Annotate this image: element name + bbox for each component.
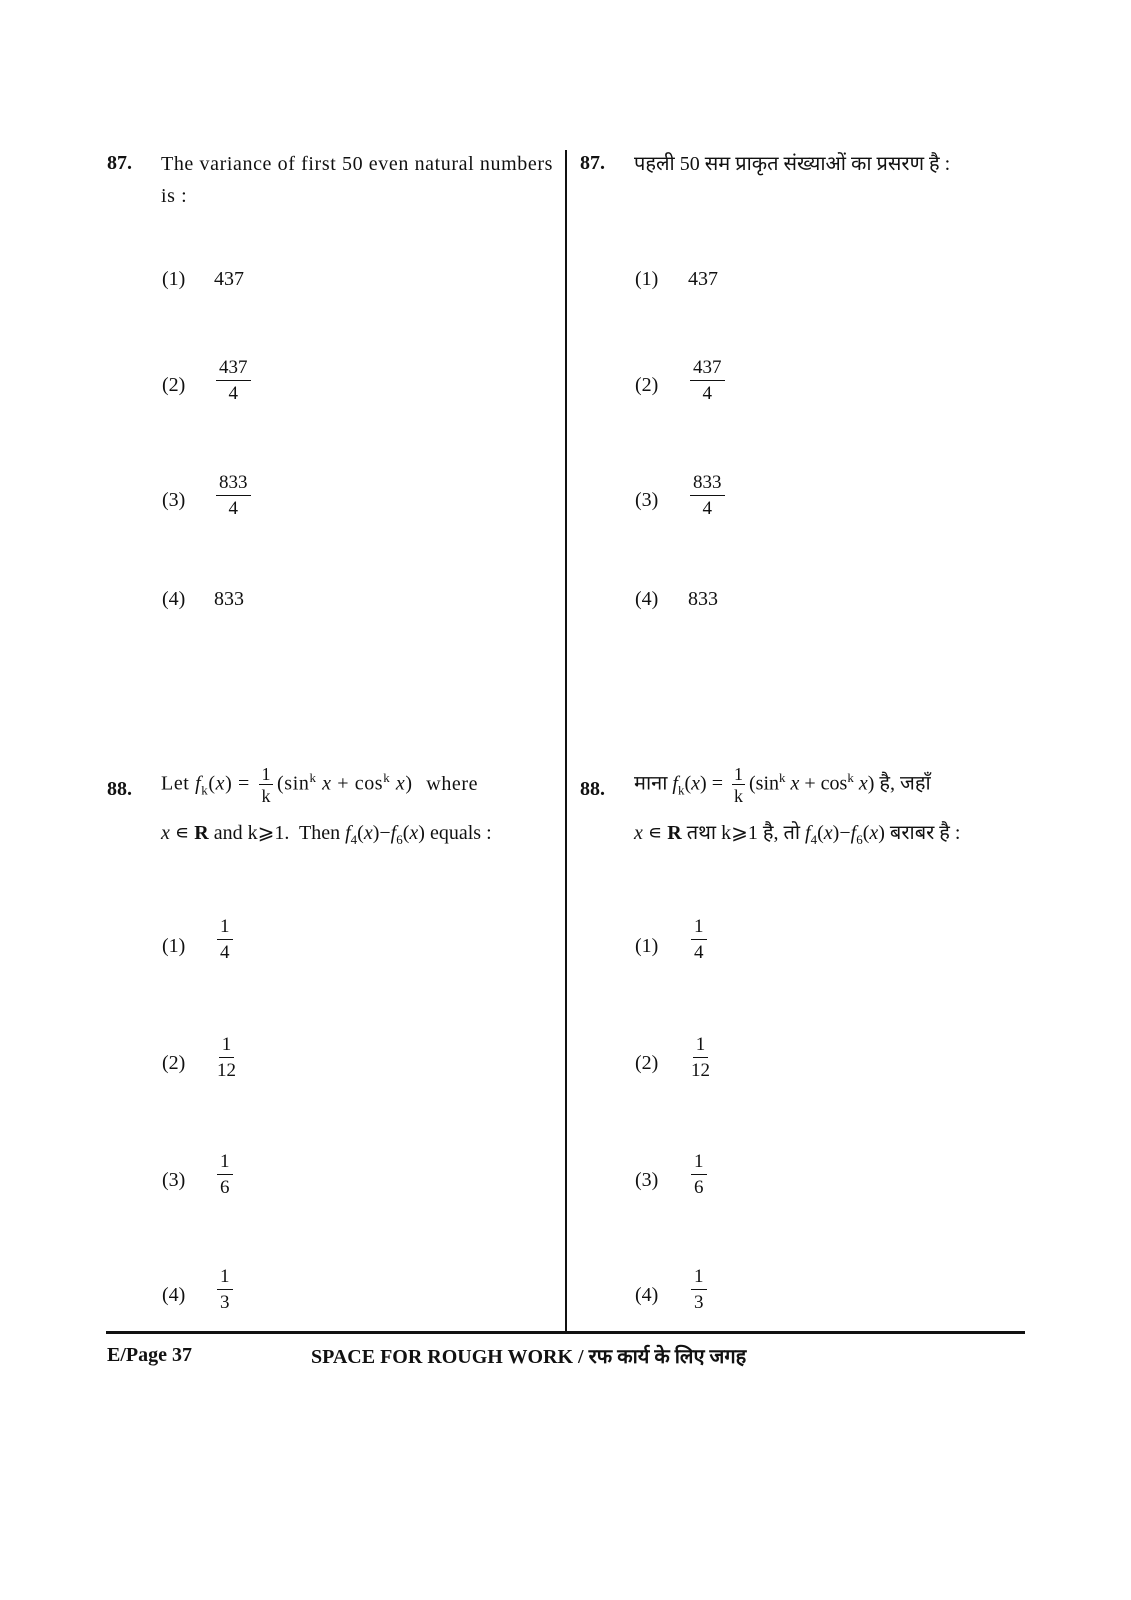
q88-en-option-4-fraction xyxy=(217,1267,233,1313)
q88-en-option-2-label: (2) xyxy=(162,1052,186,1074)
rough-work-label: SPACE FOR ROUGH WORK / रफ कार्य के लिए जगह xyxy=(311,1346,747,1368)
denominator: 3 xyxy=(220,1292,230,1313)
q87-en-option-1-value: 437 xyxy=(214,268,244,290)
q87-question-hi: पहली 50 सम प्राकृत संख्याओं का प्रसरण है : xyxy=(634,153,951,175)
denominator: 6 xyxy=(220,1177,230,1198)
q87-hi-option-3-label: (3) xyxy=(635,489,659,511)
q87-en-option-3-fraction xyxy=(216,473,251,519)
numerator: 437 xyxy=(690,358,725,381)
then-word: Then xyxy=(299,822,341,844)
mana-word: माना xyxy=(634,772,668,795)
footer-rule xyxy=(106,1331,1025,1334)
q87-number-hi: 87. xyxy=(580,152,605,174)
denominator: 6 xyxy=(694,1177,704,1198)
q88-en-option-4-label: (4) xyxy=(162,1284,186,1306)
q87-en-option-4-value: 833 xyxy=(214,588,244,610)
q88-hi-option-4-label: (4) xyxy=(635,1284,659,1306)
equals-text: equals : xyxy=(429,822,492,844)
denominator: 12 xyxy=(691,1060,710,1081)
q88-hi-option-2-fraction xyxy=(691,1035,710,1081)
q88-hi-option-4-fraction xyxy=(691,1267,707,1313)
q88-number-hi: 88. xyxy=(580,778,605,800)
q88-question-hi-line2: x ∊ R तथा k⩾1 है, तो $f_4(x)-f_6(x)$ बराबर है : xyxy=(634,822,961,847)
q88-en-option-2-fraction xyxy=(217,1035,236,1081)
q88-en-option-1-label: (1) xyxy=(162,935,186,957)
where-word: where xyxy=(426,772,479,795)
numerator: 833 xyxy=(216,473,251,496)
numerator: 1 xyxy=(217,917,233,940)
q87-hi-option-1-value: 437 xyxy=(688,268,718,290)
denominator: 3 xyxy=(694,1292,704,1313)
numerator: 1 xyxy=(691,1267,707,1290)
q88-question-en-line2: x ∊ R and k⩾1. Then $f_4(x)-f_6(x)$ equals : xyxy=(161,822,492,847)
q88-en-option-1-fraction xyxy=(217,917,233,963)
q87-hi-option-2-label: (2) xyxy=(635,374,659,396)
q88-hi-option-3-fraction xyxy=(691,1152,707,1198)
page-number: E/Page 37 xyxy=(107,1344,192,1366)
q88-hi-option-3-label: (3) xyxy=(635,1169,659,1191)
numerator: 1 xyxy=(219,1035,235,1058)
q87-hi-option-3-fraction xyxy=(690,473,725,519)
let-word: Let xyxy=(161,772,190,795)
column-divider xyxy=(565,150,567,1332)
one-over-k-fraction: $\frac{1}{k}$ xyxy=(261,764,272,807)
hai-jahan-text: है, जहाँ xyxy=(879,772,931,795)
q88-question-hi-line1: माना $f_k(x)$ = $\frac{1}{k}$ ($\sin^k$ $x + \cos^k x$) है, जहाँ xyxy=(634,764,931,807)
q88-hi-option-2-label: (2) xyxy=(635,1052,659,1074)
and-k-text: and k xyxy=(213,822,258,844)
numerator: 1 xyxy=(691,917,707,940)
denominator: 4 xyxy=(228,498,238,519)
q87-number-en: 87. xyxy=(107,152,132,174)
numerator: 833 xyxy=(690,473,725,496)
q88-en-option-3-fraction xyxy=(217,1152,233,1198)
q87-en-option-2-label: (2) xyxy=(162,374,186,396)
q87-en-option-1-label: (1) xyxy=(162,268,186,290)
one-over-k-fraction: $\frac{1}{k}$ xyxy=(734,764,743,807)
barabar-hai-text: बराबर है : xyxy=(889,822,961,844)
q88-question-en-line1: Let $f_k(x)$ = $\frac{1}{k}$ ($\sin^k$ $x + \cos^k x$) where xyxy=(161,764,479,807)
denominator: 4 xyxy=(694,942,704,963)
numerator: 437 xyxy=(216,358,251,381)
q88-hi-option-1-label: (1) xyxy=(635,935,659,957)
denominator: 4 xyxy=(228,383,238,404)
q88-number-en: 88. xyxy=(107,778,132,800)
q87-en-option-2-fraction xyxy=(216,358,251,404)
q87-en-option-4-label: (4) xyxy=(162,588,186,610)
q87-hi-option-1-label: (1) xyxy=(635,268,659,290)
denominator: 12 xyxy=(217,1060,236,1081)
tatha-k-text: तथा k xyxy=(686,822,732,844)
numerator: 1 xyxy=(217,1152,233,1175)
q87-en-option-3-label: (3) xyxy=(162,489,186,511)
q87-hi-option-4-label: (4) xyxy=(635,588,659,610)
numerator: 1 xyxy=(217,1267,233,1290)
q88-hi-option-1-fraction xyxy=(691,917,707,963)
denominator: 4 xyxy=(220,942,230,963)
hai-to-text: है, तो xyxy=(762,822,801,844)
numerator: 1 xyxy=(691,1152,707,1175)
q88-en-option-3-label: (3) xyxy=(162,1169,186,1191)
numerator: 1 xyxy=(693,1035,709,1058)
denominator: 4 xyxy=(702,498,712,519)
q87-hi-option-2-fraction xyxy=(690,358,725,404)
q87-question-en: The variance of first 50 even natural numbers is : xyxy=(161,153,553,207)
denominator: 4 xyxy=(702,383,712,404)
q87-hi-option-4-value: 833 xyxy=(688,588,718,610)
